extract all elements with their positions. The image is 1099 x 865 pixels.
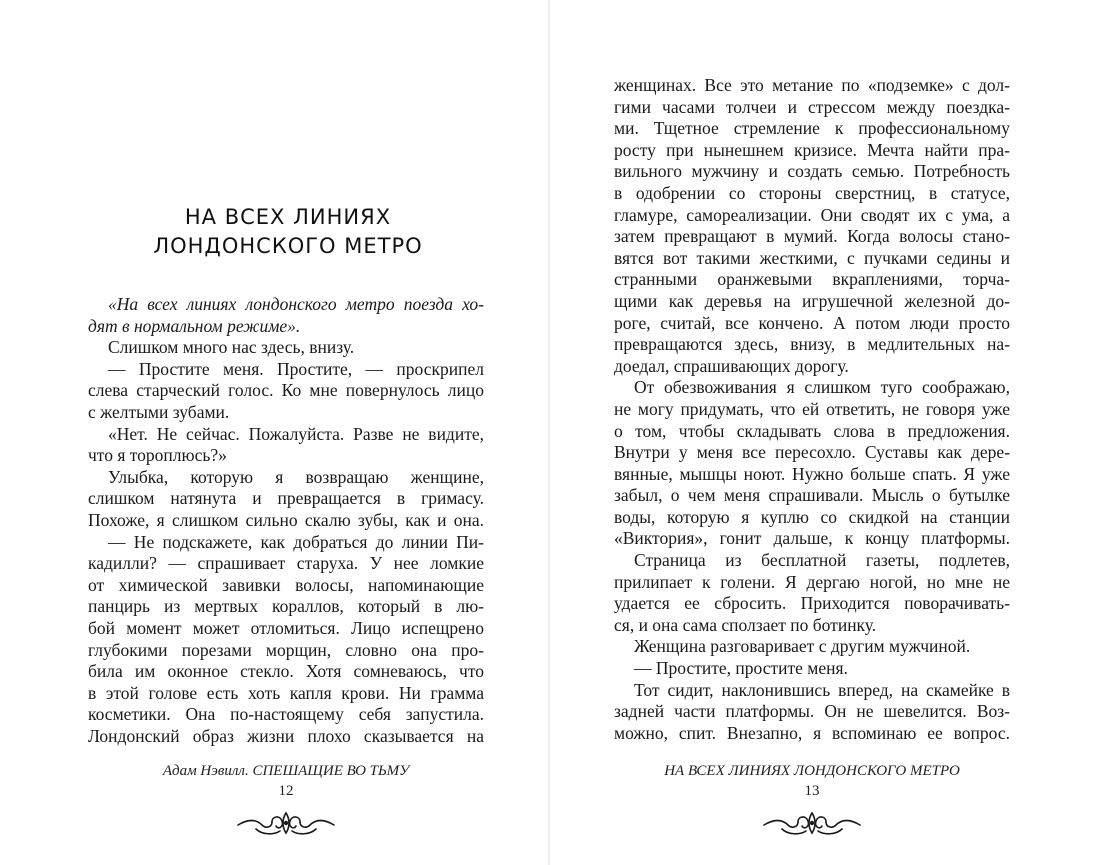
right-page-body — [614, 75, 1010, 744]
text-line: вянные, мышцы ноют. Нужно больше спать. Я уже — [614, 463, 1010, 484]
page-number-right: 13 — [804, 783, 820, 799]
text-line: Похоже, я слишком сильно скалю зубы, как и она. — [88, 509, 484, 530]
text-line: Тот сидит, наклонившись вперед, на скамейке в — [634, 679, 1010, 700]
text-line: о том, чтобы складывать слова в предложения. — [614, 420, 1010, 441]
text-line: бой момент может отломиться. Лицо испещрено — [88, 617, 484, 638]
text-line: слева старческий голос. Ко мне повернулось лицо — [88, 380, 484, 401]
text-line: щими как деревья на игрушечной железной до- — [614, 290, 1010, 311]
text-line: Внутри у меня все пересохло. Суставы как дере- — [614, 442, 1010, 463]
text-line: Слишком много нас здесь, внизу. — [108, 337, 355, 358]
text-line: От обезвоживания я слишком туго соображаю, — [634, 377, 1010, 398]
text-line: — Простите, простите меня. — [634, 658, 848, 679]
text-line: доедал, спрашивающих дорогу. — [614, 355, 849, 376]
text-line: затем превращают в мумий. Когда волосы стано- — [614, 226, 1010, 247]
text-line: дят в нормальном режиме». — [88, 315, 301, 336]
floral-ornament-icon — [762, 805, 862, 839]
text-line: глубокими порезами морщин, словно она про- — [88, 639, 484, 660]
chapter-title-line-2: ЛОНДОНСКОГО МЕТРО — [153, 234, 423, 258]
page-number-left: 12 — [278, 783, 294, 799]
text-line: не могу придумать, что ей ответить, не говоря уже — [614, 398, 1010, 419]
text-line: панцирь из мертвых кораллов, который в лю- — [88, 596, 484, 617]
text-line: ми. Тщетное стремление к профессиональному — [614, 118, 1010, 139]
text-line: гими часами толчеи и стрессом между поездка- — [614, 96, 1010, 117]
text-line: слишком натянута и превращается в гримасу. — [88, 488, 484, 509]
chapter-title — [90, 203, 486, 261]
text-line: можно, спит. Внезапно, я вспоминаю ее вопрос. — [614, 722, 1010, 743]
text-line: что я тороплюсь?» — [88, 445, 227, 466]
text-line: воды, которую я куплю со скидкой на станции — [614, 506, 1010, 527]
text-line: вильного мужчину и создать семью. Потребность — [614, 161, 1010, 182]
text-line: задней части платформы. Он не шевелится. Воз- — [614, 701, 1010, 722]
text-line: в этой голове есть хоть капля крови. Ни грамма — [88, 682, 484, 703]
text-line: вятся вот такими жесткими, с пучками седины и — [614, 247, 1010, 268]
chapter-title-line-1: НА ВСЕХ ЛИНИЯХ — [184, 205, 392, 229]
text-line: роге, считай, все кончено. А потом люди просто — [614, 312, 1010, 333]
running-head-left: Адам Нэвилл. СПЕШАЩИЕ ВО ТЬМУ — [162, 763, 410, 779]
floral-ornament-icon — [236, 805, 336, 839]
text-line: косметики. Она по-настоящему себя запустила. — [88, 704, 484, 725]
text-line: ся, и она сама сползает по ботинку. — [614, 614, 877, 635]
text-line: превращаются здесь, внизу, в медлительных на- — [614, 334, 1010, 355]
text-line: Женщина разговаривает с другим мужчиной. — [634, 636, 971, 657]
text-line: росту при нынешнем кризисе. Мечта найти пра- — [614, 139, 1010, 160]
text-line: кадилли? — спрашивает старуха. У нее ломкие — [88, 553, 484, 574]
text-line: — Не подскажете, как добраться до линии Пи- — [108, 531, 484, 552]
text-line: прилипает к голени. Я дергаю ногой, но мне не — [614, 571, 1010, 592]
left-page-body — [88, 294, 484, 747]
text-line: Лондонский образ жизни плохо сказывается на — [88, 725, 484, 746]
text-line: женщинах. Все это метание по «подземке» с дол- — [614, 75, 1010, 95]
text-line: с желтыми зубами. — [88, 401, 230, 422]
running-head-right: НА ВСЕХ ЛИНИЯХ ЛОНДОНСКОГО МЕТРО — [664, 763, 960, 779]
text-line: Страница из бесплатной газеты, подлетев, — [634, 550, 1010, 571]
text-line: «На всех линиях лондонского метро поезда хо- — [108, 294, 484, 314]
text-line: удается ее сбросить. Приходится поворачивать- — [614, 593, 1010, 614]
text-line: — Простите меня. Простите, — проскрипел — [108, 358, 484, 379]
text-line: забыл, о чем меня спрашивали. Мысль о бутылке — [614, 485, 1010, 506]
text-line: странными оранжевыми вкраплениями, торча- — [614, 269, 1010, 290]
text-line: «Нет. Не сейчас. Пожалуйста. Разве не видите, — [108, 423, 484, 444]
text-line: гламуре, самореализации. Они сводят их с ума, а — [614, 204, 1010, 225]
text-line: в одобрении со стороны сверстниц, в статусе, — [614, 182, 1010, 203]
text-line: била им оконное стекло. Хотя сомневаюсь, что — [88, 661, 484, 682]
text-line: Улыбка, которую я возвращаю женщине, — [108, 466, 484, 487]
text-line: от химической завивки волосы, напоминающие — [88, 574, 484, 595]
left-page — [0, 0, 548, 865]
text-line: «Виктория», гонит дальше, к концу платформы. — [614, 528, 1010, 549]
